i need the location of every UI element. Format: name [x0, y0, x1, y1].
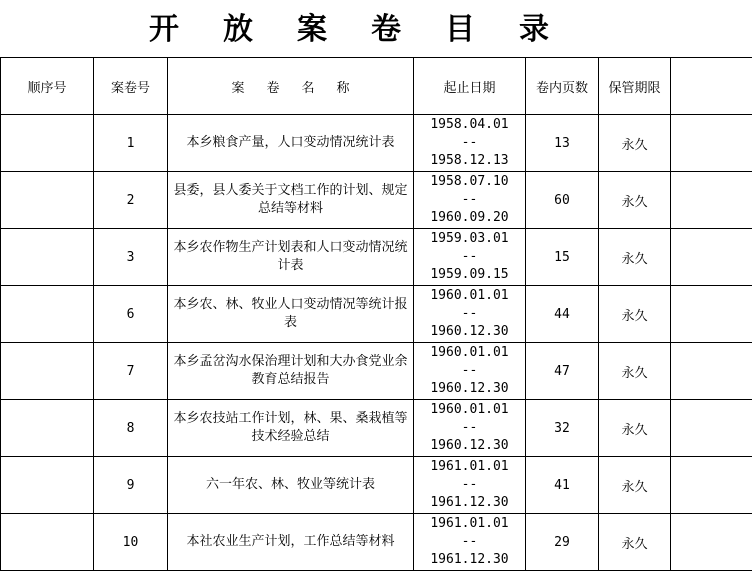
- cell-retention: 永久: [599, 286, 671, 343]
- cell-retention: 永久: [599, 400, 671, 457]
- header-dates: 起止日期: [414, 58, 526, 115]
- cell-name: 本乡粮食产量，人口变动情况统计表: [168, 115, 414, 172]
- table-row: [1, 229, 752, 286]
- date-start: 1960.01.01: [430, 345, 509, 360]
- cell-dates: [414, 172, 526, 229]
- cell-dates: [414, 286, 526, 343]
- date-sep: --: [461, 192, 478, 207]
- cell-dates: [414, 400, 526, 457]
- date-sep: --: [461, 534, 478, 549]
- cell-dates: [414, 457, 526, 514]
- table-row: [1, 286, 752, 343]
- date-sep: --: [461, 477, 478, 492]
- cell-file-no: 10: [94, 514, 168, 571]
- date-end: 1958.12.13: [430, 153, 509, 168]
- table-row: [1, 400, 752, 457]
- date-sep: --: [461, 135, 478, 150]
- cell-dates: [414, 115, 526, 172]
- cell-name: 六一年农、林、牧业等统计表: [168, 457, 414, 514]
- date-end: 1960.09.20: [430, 210, 509, 225]
- cell-retention: 永久: [599, 514, 671, 571]
- cell-seq: [1, 514, 94, 571]
- cell-dates: [414, 229, 526, 286]
- cell-name: 本乡农、林、牧业人口变动情况等统计报表: [168, 286, 414, 343]
- date-sep: --: [461, 306, 478, 321]
- cell-dates: [414, 343, 526, 400]
- cell-retention: 永久: [599, 115, 671, 172]
- cell-extra: [671, 400, 752, 457]
- cell-name: 本乡农技站工作计划，林、果、桑栽植等技术经验总结: [168, 400, 414, 457]
- date-start: 1959.03.01: [430, 231, 509, 246]
- cell-extra: [671, 343, 752, 400]
- date-sep: --: [461, 420, 478, 435]
- cell-retention: 永久: [599, 343, 671, 400]
- date-sep: --: [461, 249, 478, 264]
- cell-extra: [671, 457, 752, 514]
- header-pages: 卷内页数: [526, 58, 599, 115]
- date-end: 1959.09.15: [430, 267, 509, 282]
- header-extra: [671, 58, 752, 115]
- cell-pages: 15: [526, 229, 599, 286]
- cell-file-no: 8: [94, 400, 168, 457]
- cell-file-no: 2: [94, 172, 168, 229]
- cell-seq: [1, 400, 94, 457]
- cell-pages: 47: [526, 343, 599, 400]
- cell-extra: [671, 172, 752, 229]
- header-retention: 保管期限: [599, 58, 671, 115]
- catalog-table: [0, 57, 752, 571]
- cell-seq: [1, 115, 94, 172]
- cell-file-no: 9: [94, 457, 168, 514]
- cell-file-no: 7: [94, 343, 168, 400]
- cell-file-no: 1: [94, 115, 168, 172]
- cell-pages: 29: [526, 514, 599, 571]
- table-row: [1, 457, 752, 514]
- cell-seq: [1, 172, 94, 229]
- header-name: 案卷名称: [168, 58, 414, 115]
- cell-file-no: 6: [94, 286, 168, 343]
- date-end: 1960.12.30: [430, 324, 509, 339]
- date-end: 1961.12.30: [430, 552, 509, 567]
- cell-pages: 41: [526, 457, 599, 514]
- cell-seq: [1, 229, 94, 286]
- date-start: 1960.01.01: [430, 288, 509, 303]
- page-title: 开放案卷目录: [149, 12, 593, 47]
- date-end: 1961.12.30: [430, 495, 509, 510]
- cell-pages: 32: [526, 400, 599, 457]
- cell-pages: 13: [526, 115, 599, 172]
- date-start: 1960.01.01: [430, 402, 509, 417]
- cell-name: 本社农业生产计划，工作总结等材料: [168, 514, 414, 571]
- header-file-no: 案卷号: [94, 58, 168, 115]
- cell-name: 本乡孟岔沟水保治理计划和大办食党业余教育总结报告: [168, 343, 414, 400]
- cell-extra: [671, 115, 752, 172]
- cell-pages: 60: [526, 172, 599, 229]
- cell-retention: 永久: [599, 457, 671, 514]
- date-end: 1960.12.30: [430, 381, 509, 396]
- cell-seq: [1, 457, 94, 514]
- cell-seq: [1, 343, 94, 400]
- table-row: [1, 172, 752, 229]
- table-body: [1, 115, 752, 571]
- cell-name: 县委，县人委关于文档工作的计划、规定总结等材料: [168, 172, 414, 229]
- date-start: 1958.04.01: [430, 117, 509, 132]
- cell-seq: [1, 286, 94, 343]
- cell-file-no: 3: [94, 229, 168, 286]
- table-row: [1, 343, 752, 400]
- cell-dates: [414, 514, 526, 571]
- cell-retention: 永久: [599, 229, 671, 286]
- date-end: 1960.12.30: [430, 438, 509, 453]
- date-sep: --: [461, 363, 478, 378]
- cell-retention: 永久: [599, 172, 671, 229]
- header-row: [1, 58, 752, 115]
- cell-extra: [671, 286, 752, 343]
- cell-pages: 44: [526, 286, 599, 343]
- title-area: [0, 0, 752, 57]
- cell-name: 本乡农作物生产计划表和人口变动情况统计表: [168, 229, 414, 286]
- table-row: [1, 115, 752, 172]
- date-start: 1958.07.10: [430, 174, 509, 189]
- cell-extra: [671, 514, 752, 571]
- date-start: 1961.01.01: [430, 516, 509, 531]
- cell-extra: [671, 229, 752, 286]
- table-row: [1, 514, 752, 571]
- date-start: 1961.01.01: [430, 459, 509, 474]
- header-seq: 顺序号: [1, 58, 94, 115]
